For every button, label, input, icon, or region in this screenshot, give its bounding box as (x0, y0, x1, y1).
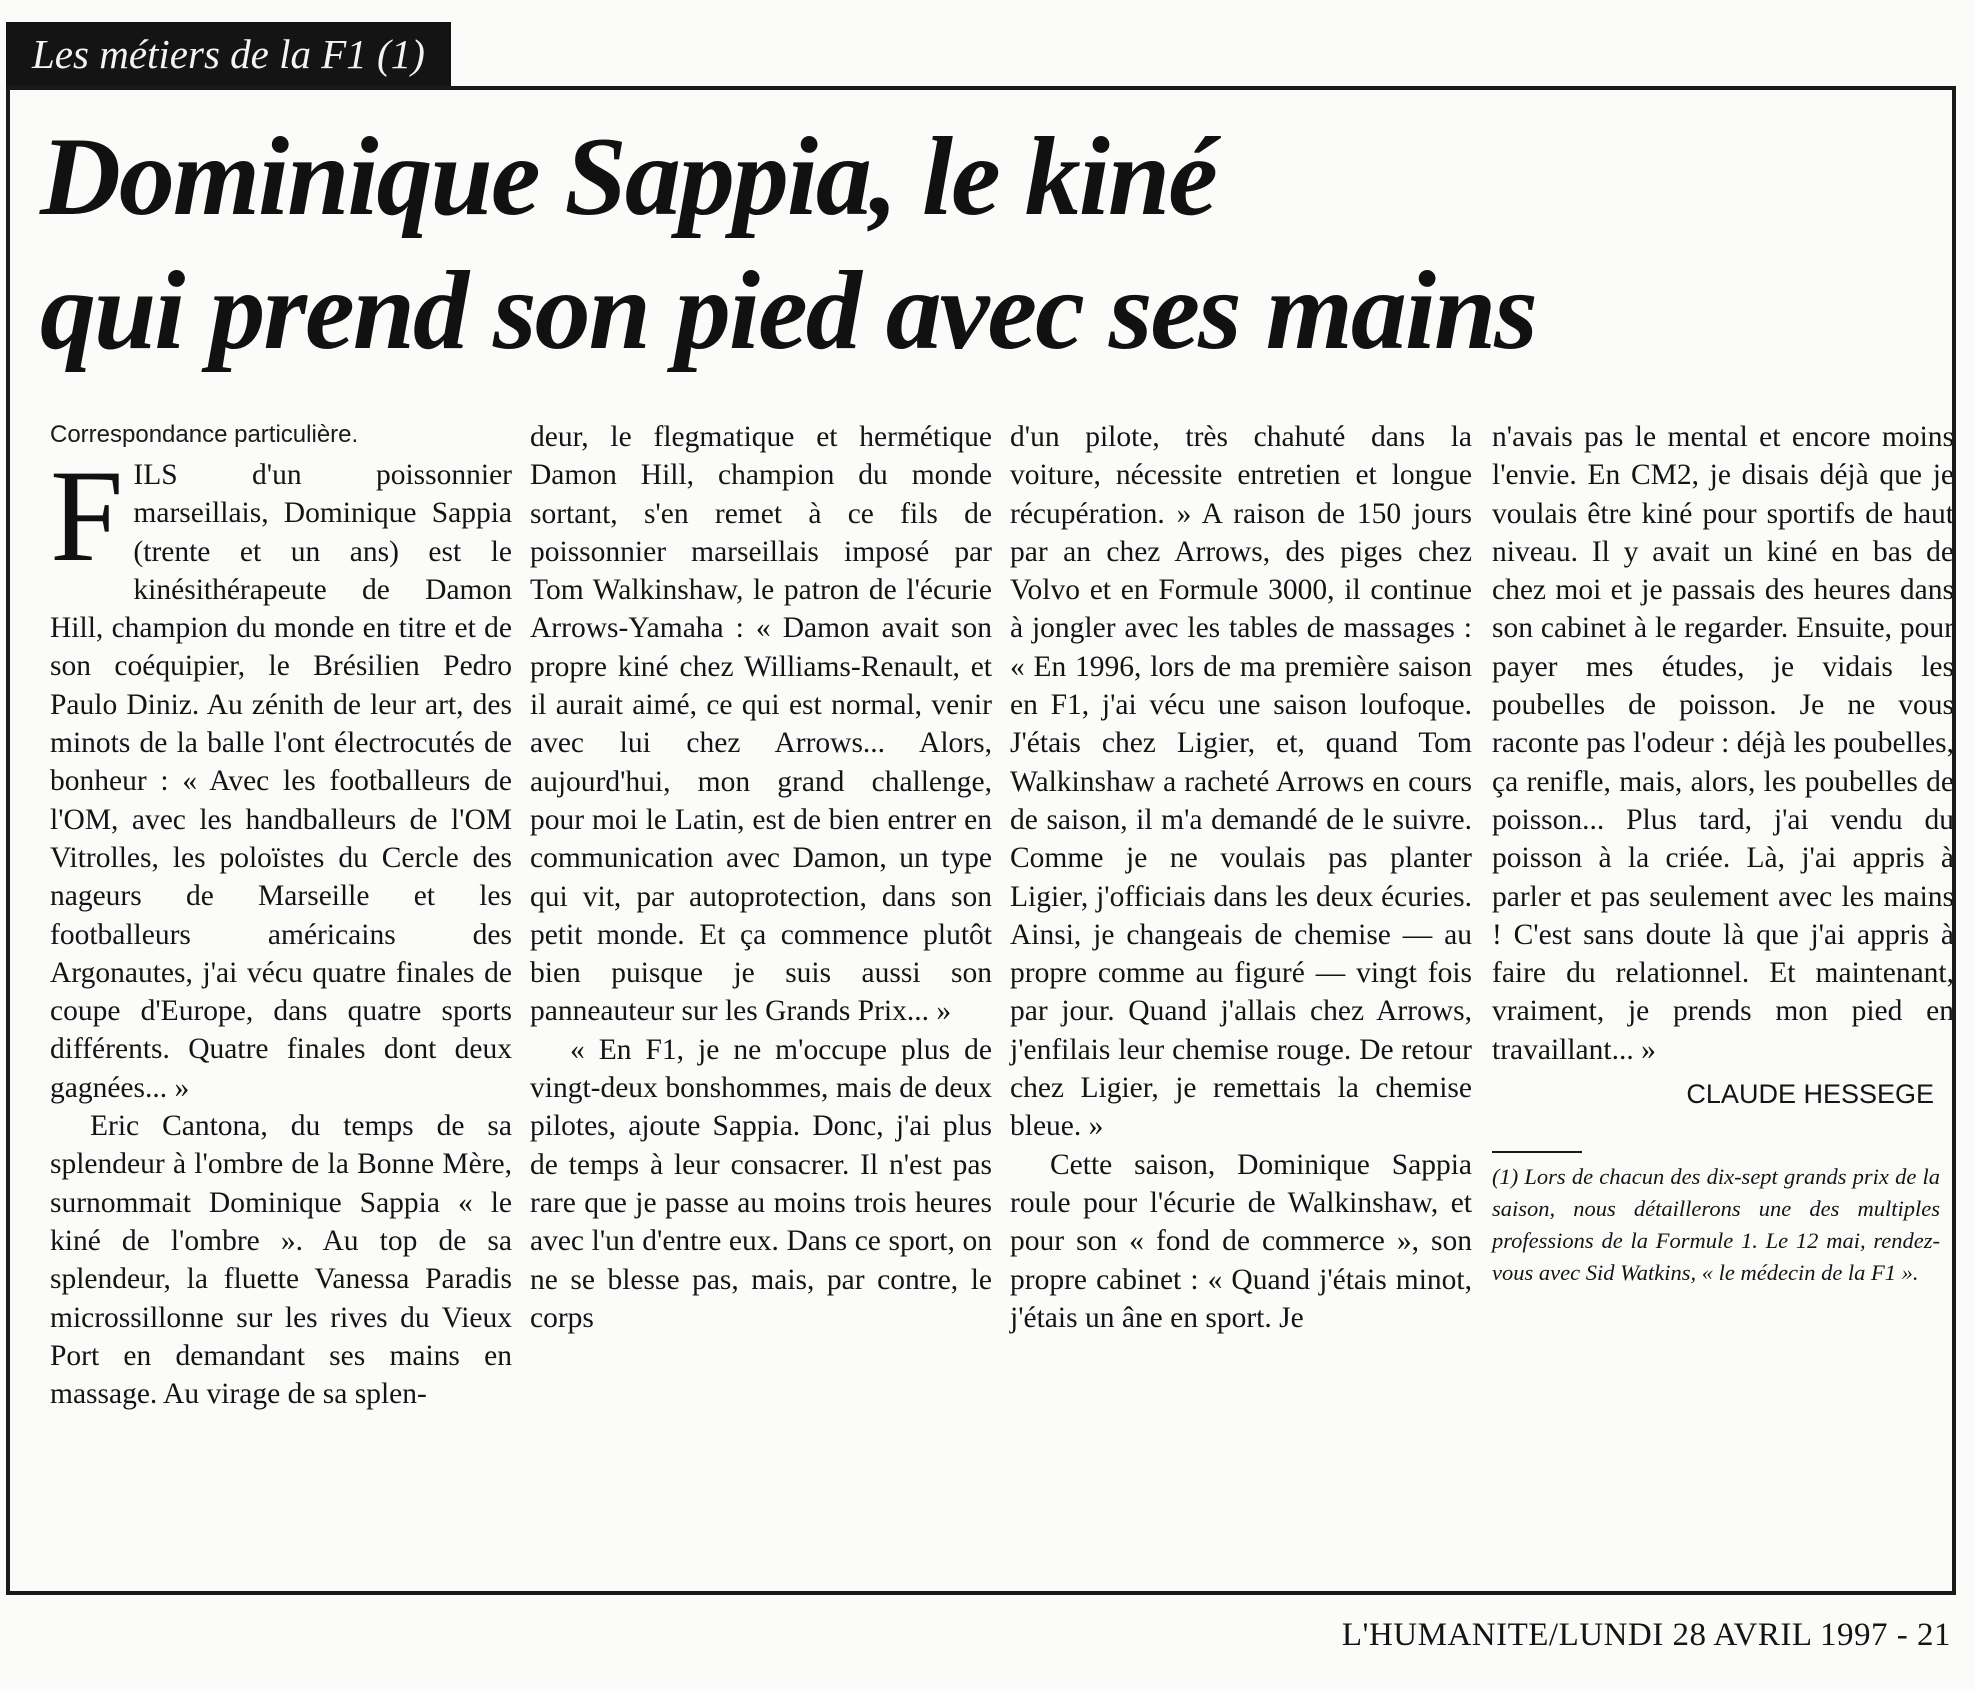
body-paragraph: deur, le flegmatique et hermétique Damon Hill, champion du monde sortant, s'en remet à ce fils de poissonnier marseillais imposé par Tom Walkinshaw, le patron de l'écurie Arrows-Yamaha : « Damon avait son propre kiné chez Williams-Renault, et il aurait aimé, ce qui est normal, venir avec lui chez Arrows... Alors, aujourd'hui, mon grand challenge, pour moi le Latin, est de bien entrer en communication avec Damon, un type qui vit, par autoprotection, dans son petit monde. Et ça commence plutôt bien puisque je suis aussi son panneauteur sur les Grands Prix... » (530, 421, 992, 1028)
article-column-4 (1492, 418, 1954, 1289)
page-footer: L'HUMANITE/LUNDI 28 AVRIL 1997 - 21 (1341, 1617, 1951, 1653)
lead-text: ILS d'un poissonnier marseillais, Dominique Sappia (trente et un ans) est le kinésithérapeute de Damon Hill, champion du monde en titre et de son coéquipier, le Brésilien Pedro Paulo Diniz. Au zénith de leur art, des minots de la balle l'ont électrocutés de bonheur : « Avec les footballeurs de l'OM, avec les handballeurs de l'OM Vitrolles, les poloïstes du Cercle des nageurs de Marseille et les footballeurs américains des Argonautes, j'ai vécu quatre finales de coupe d'Europe, dans quatre sports différents. Quatre finales dont deux gagnées... » (50, 459, 512, 1104)
body-paragraph: « En F1, je ne m'occupe plus de vingt-deux bonshommes, mais de deux pilotes, ajoute Sappia. Donc, j'ai plus de temps à leur consacrer. Il n'est pas rare que je passe au moins trois heures avec l'un d'entre eux. Dans ce sport, on ne se blesse pas, mais, par contre, le corps (530, 1033, 992, 1334)
author-signature: CLAUDE HESSEGE (1686, 1079, 1934, 1110)
article-column-3 (1010, 418, 1472, 1337)
footnote: (1) Lors de chacun des dix-sept grands prix de la saison, nous détaillerons une des multiples professions de la Formule 1. Le 12 mai, rendez-vous avec Sid Watkins, « le médecin de la F1 ». (1492, 1164, 1940, 1286)
body-paragraph: Eric Cantona, du temps de sa splendeur à l'ombre de la Bonne Mère, surnommait Dominique Sappia « le kiné de l'ombre ». Au top de sa splendeur, la fluette Vanessa Paradis microssillonne sur les rives du Vieux Port en demandant ses mains en massage. Au virage de sa splen- (50, 1110, 512, 1411)
article-column-2 (530, 418, 992, 1337)
headline-line-2: qui prend son pied avec ses mains (40, 249, 1536, 373)
drop-cap: F (50, 442, 124, 589)
article-headline (40, 110, 1740, 378)
headline-line-1: Dominique Sappia, le kiné (40, 115, 1216, 239)
article-column-1 (50, 418, 512, 1413)
footnote-divider (1492, 1151, 1582, 1153)
dateline: Correspondance particulière. (50, 421, 359, 448)
lead-paragraph (50, 442, 512, 1107)
section-kicker: Les métiers de la F1 (1) (6, 22, 451, 86)
body-paragraph: d'un pilote, très chahuté dans la voiture, nécessite entretien et longue récupération. » A raison de 150 jours par an chez Arrows, des piges chez Volvo et en Formule 3000, il continue à jongler avec les tables de massages : « En 1996, lors de ma première saison en F1, j'ai vécu une saison loufoque. J'étais chez Ligier, et, quand Tom Walkinshaw a racheté Arrows en cours de saison, il m'a demandé de le suivre. Comme je ne voulais pas planter Ligier, j'officiais dans les deux écuries. Ainsi, je changeais de chemise — au propre comme au figuré — vingt fois par jour. Quand j'allais chez Arrows, j'enfilais leur chemise rouge. De retour chez Ligier, je remettais la chemise bleue. » (1010, 421, 1472, 1143)
body-paragraph: Cette saison, Dominique Sappia roule pour l'écurie de Walkinshaw, et pour son « fond de commerce », son propre cabinet : « Quand j'étais minot, j'étais un âne en sport. Je (1010, 1148, 1472, 1334)
body-paragraph: n'avais pas le mental et encore moins l'envie. En CM2, je disais déjà que je voulais être kiné pour sportifs de haut niveau. Il y avait un kiné en bas de chez moi et je passais des heures dans son cabinet à le regarder. Ensuite, pour payer mes études, je vidais les poubelles de poisson. Je ne vous raconte pas l'odeur : déjà les poubelles, ça renifle, mais, alors, les poubelles de poisson... Plus tard, j'ai vendu du poisson à la criée. Là, j'ai appris à parler et pas seulement avec les mains ! C'est sans doute là que j'ai appris à faire du relationnel. Et maintenant, vraiment, je prends mon pied en travaillant... » (1492, 421, 1954, 1066)
